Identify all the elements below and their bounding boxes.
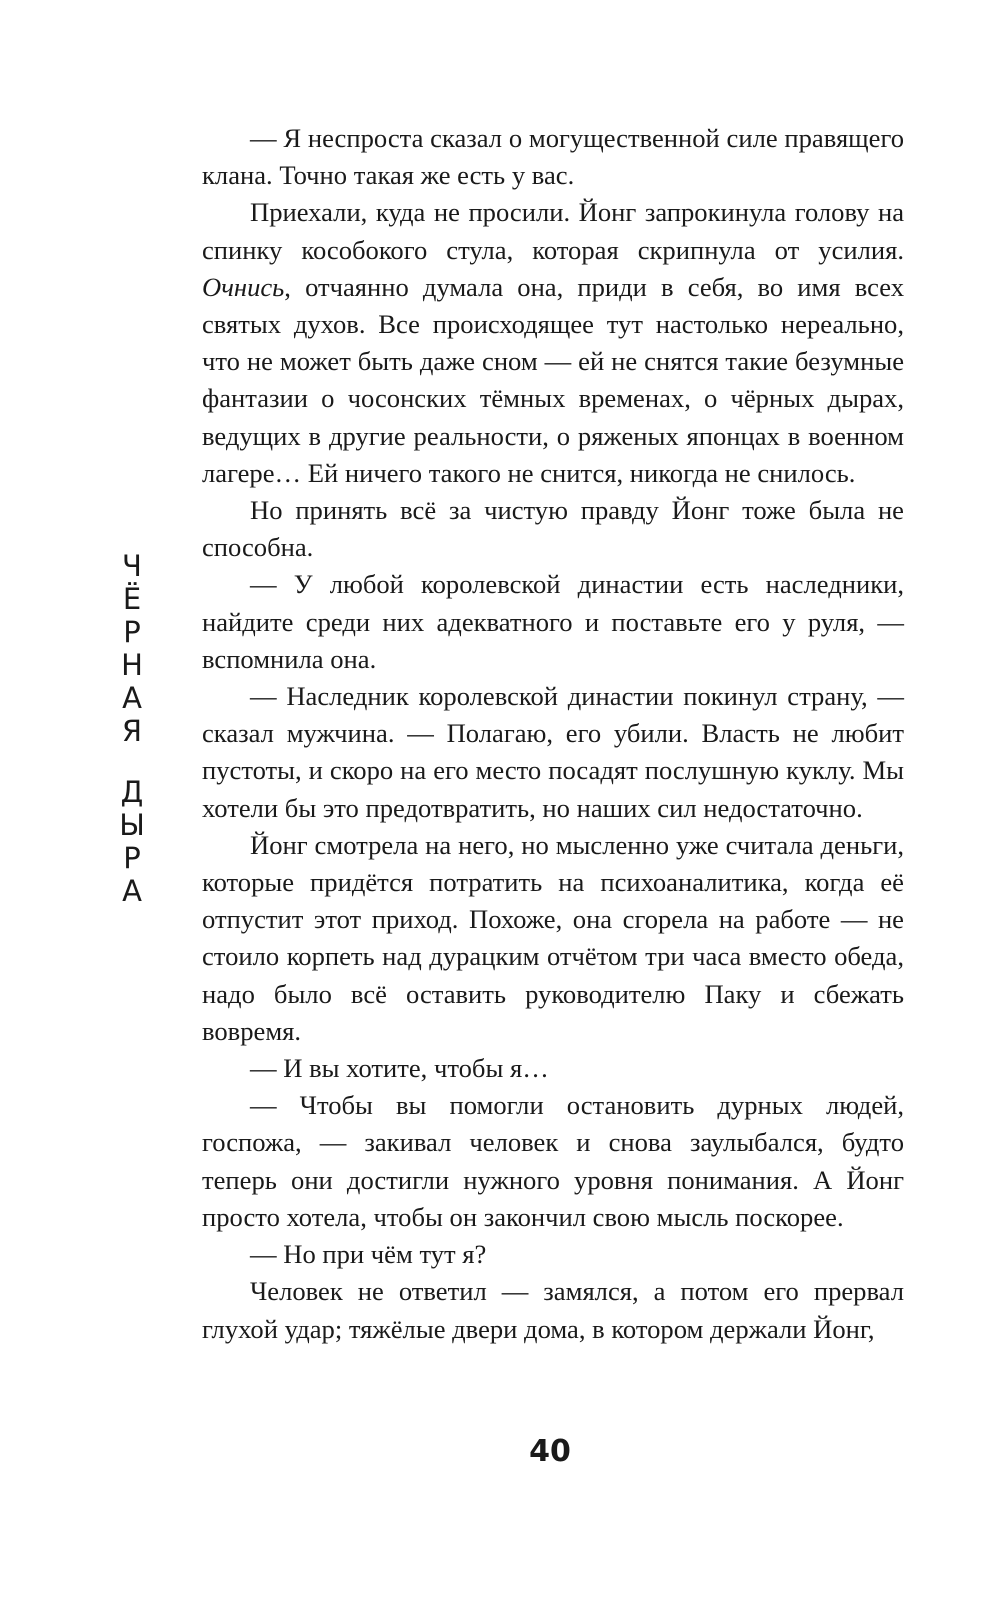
paragraph: — У любой королевской династии есть наследники, найдите среди них адекватного и поставьте его у руля, — вспомнила она. bbox=[202, 569, 904, 674]
title-letter: Ч bbox=[122, 549, 142, 583]
title-letter: Н bbox=[121, 648, 143, 682]
paragraph: — Я неспроста сказал о могущественной силе правящего клана. Точно такая же есть у вас. bbox=[202, 123, 904, 191]
paragraph: — И вы хотите, чтобы я… bbox=[250, 1053, 549, 1084]
paragraph: Йонг смотрела на него, но мысленно уже считала деньги, которые придётся потратить на психоаналитика, когда её отпустит этот приход. Похоже, она сгорела на работе — не стоило корпеть над дурацким отчётом три часа вместо обеда, надо было всё оставить руководителю Паку и сбежать вовремя. bbox=[202, 829, 904, 1046]
emphasis: Очнись bbox=[202, 271, 285, 302]
title-letter: Д bbox=[120, 775, 144, 809]
title-letter: Ы bbox=[119, 808, 145, 842]
paragraph-part: , отчаянно думала она, приди в себя, во имя всех святых духов. Все происходящее тут настолько нереально, что не может быть даже сном — ей не снятся такие безумные фантазии о чосонских тёмных временах, о чёрных дырах, ведущих в другие реальности, о ряженых японцах в военном лагере… Ей ничего такого не снится, никогда не снилось. bbox=[202, 271, 904, 488]
body-text bbox=[202, 120, 904, 1348]
page-number: 40 bbox=[529, 1434, 571, 1469]
title-letter: Р bbox=[123, 841, 141, 875]
title-letter: Я bbox=[121, 714, 143, 748]
title-letter: А bbox=[122, 874, 142, 908]
paragraph: — Но при чём тут я? bbox=[250, 1239, 487, 1270]
paragraph: Но принять всё за чистую правду Йонг тоже была не способна. bbox=[202, 495, 904, 563]
title-letter: А bbox=[122, 681, 142, 715]
paragraph bbox=[202, 194, 904, 492]
paragraph-part: Приехали, куда не просили. Йонг запрокинула голову на спинку кособокого стула, которая скрипнула от усилия. bbox=[202, 197, 904, 265]
title-word-gap bbox=[112, 748, 152, 776]
paragraph: — Наследник королевской династии покинул страну, — сказал мужчина. — Полагаю, его убили. Власть не любит пустоты, и скоро на его место посадят послушную куклу. Мы хотели бы это предотвратить, но наших сил недостаточно. bbox=[202, 681, 904, 823]
running-title-vertical bbox=[112, 550, 152, 908]
title-letter: Ё bbox=[122, 582, 142, 616]
paragraph: Человек не ответил — замялся, а потом его прервал глухой удар; тяжёлые двери дома, в котором держали Йонг, bbox=[202, 1276, 904, 1344]
paragraph: — Чтобы вы помогли остановить дурных людей, госпожа, — закивал человек и снова заулыбался, будто теперь они достигли нужного уровня понимания. А Йонг просто хотела, чтобы он закончил свою мысль поскорее. bbox=[202, 1090, 904, 1232]
title-letter: Р bbox=[123, 615, 141, 649]
